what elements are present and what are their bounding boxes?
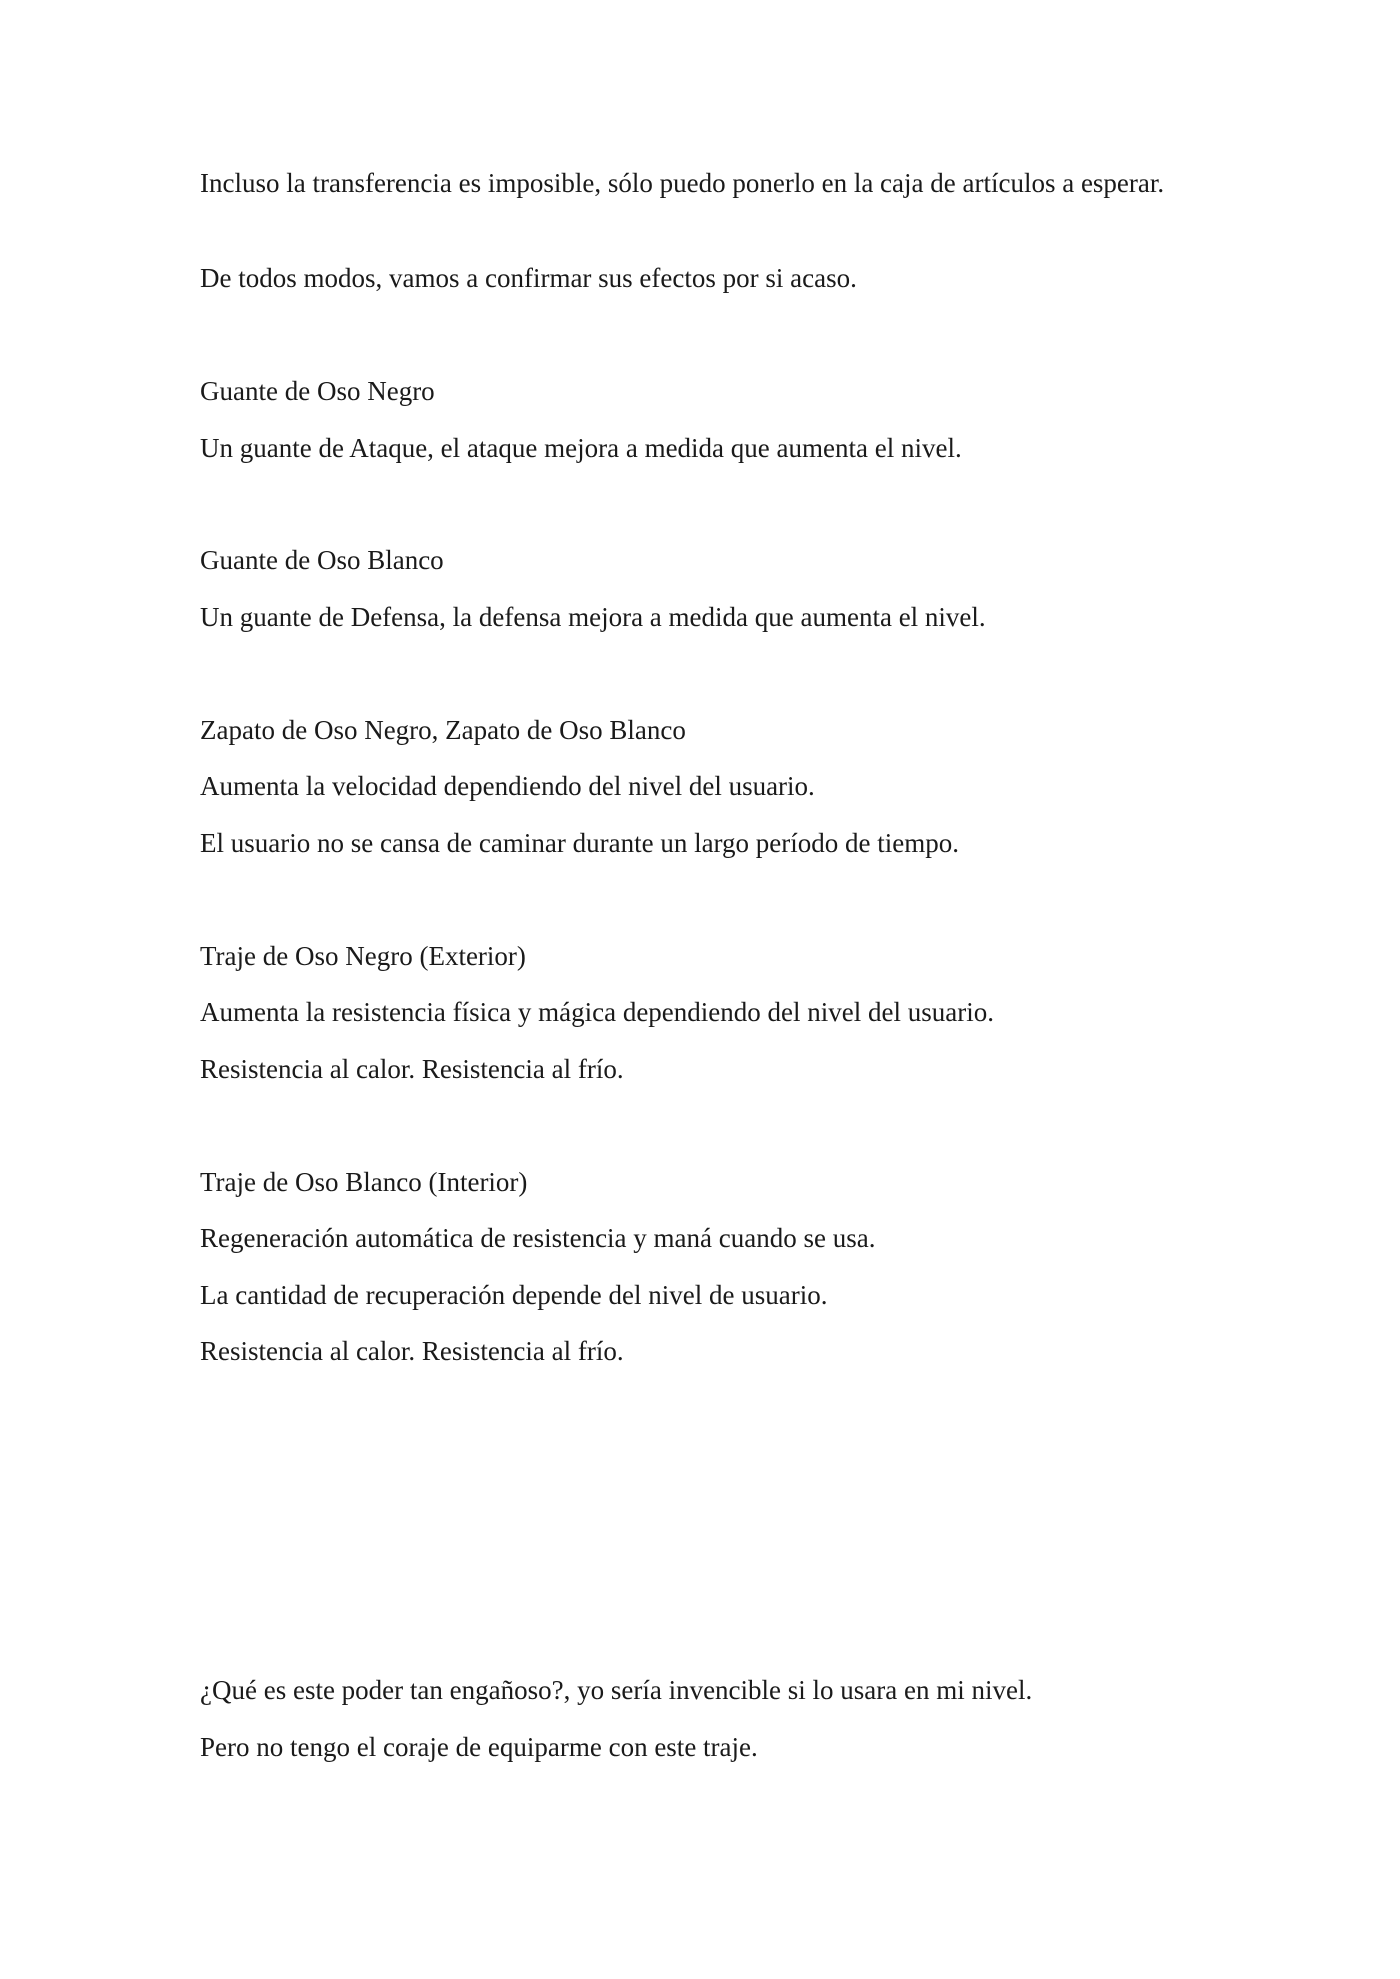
item-description: Aumenta la resistencia física y mágica dependiendo del nivel del usuario. — [200, 997, 994, 1027]
intro-paragraph: Incluso la transferencia es imposible, sólo puedo ponerlo en la caja de artículos a esperar. — [200, 168, 1165, 198]
item-description: El usuario no se cansa de caminar durante un largo período de tiempo. — [200, 828, 960, 858]
item-name: Guante de Oso Negro — [200, 376, 435, 406]
item-description: Un guante de Defensa, la defensa mejora a medida que aumenta el nivel. — [200, 602, 986, 632]
intro-paragraph-2: De todos modos, vamos a confirmar sus efectos por si acaso. — [200, 263, 857, 293]
item-description: Un guante de Ataque, el ataque mejora a medida que aumenta el nivel. — [200, 433, 962, 463]
item-name: Guante de Oso Blanco — [200, 545, 444, 575]
item-description: Resistencia al calor. Resistencia al frío. — [200, 1336, 624, 1366]
item-description: La cantidad de recuperación depende del nivel de usuario. — [200, 1280, 828, 1310]
item-name: Traje de Oso Blanco (Interior) — [200, 1167, 528, 1197]
item-description: Regeneración automática de resistencia y maná cuando se usa. — [200, 1223, 876, 1253]
item-name: Traje de Oso Negro (Exterior) — [200, 941, 526, 971]
item-description: Resistencia al calor. Resistencia al frío. — [200, 1054, 624, 1084]
item-name: Zapato de Oso Negro, Zapato de Oso Blanco — [200, 715, 686, 745]
closing-paragraph-2: Pero no tengo el coraje de equiparme con este traje. — [200, 1732, 758, 1762]
item-description: Aumenta la velocidad dependiendo del nivel del usuario. — [200, 771, 815, 801]
closing-paragraph: ¿Qué es este poder tan engañoso?, yo sería invencible si lo usara en mi nivel. — [200, 1675, 1033, 1705]
